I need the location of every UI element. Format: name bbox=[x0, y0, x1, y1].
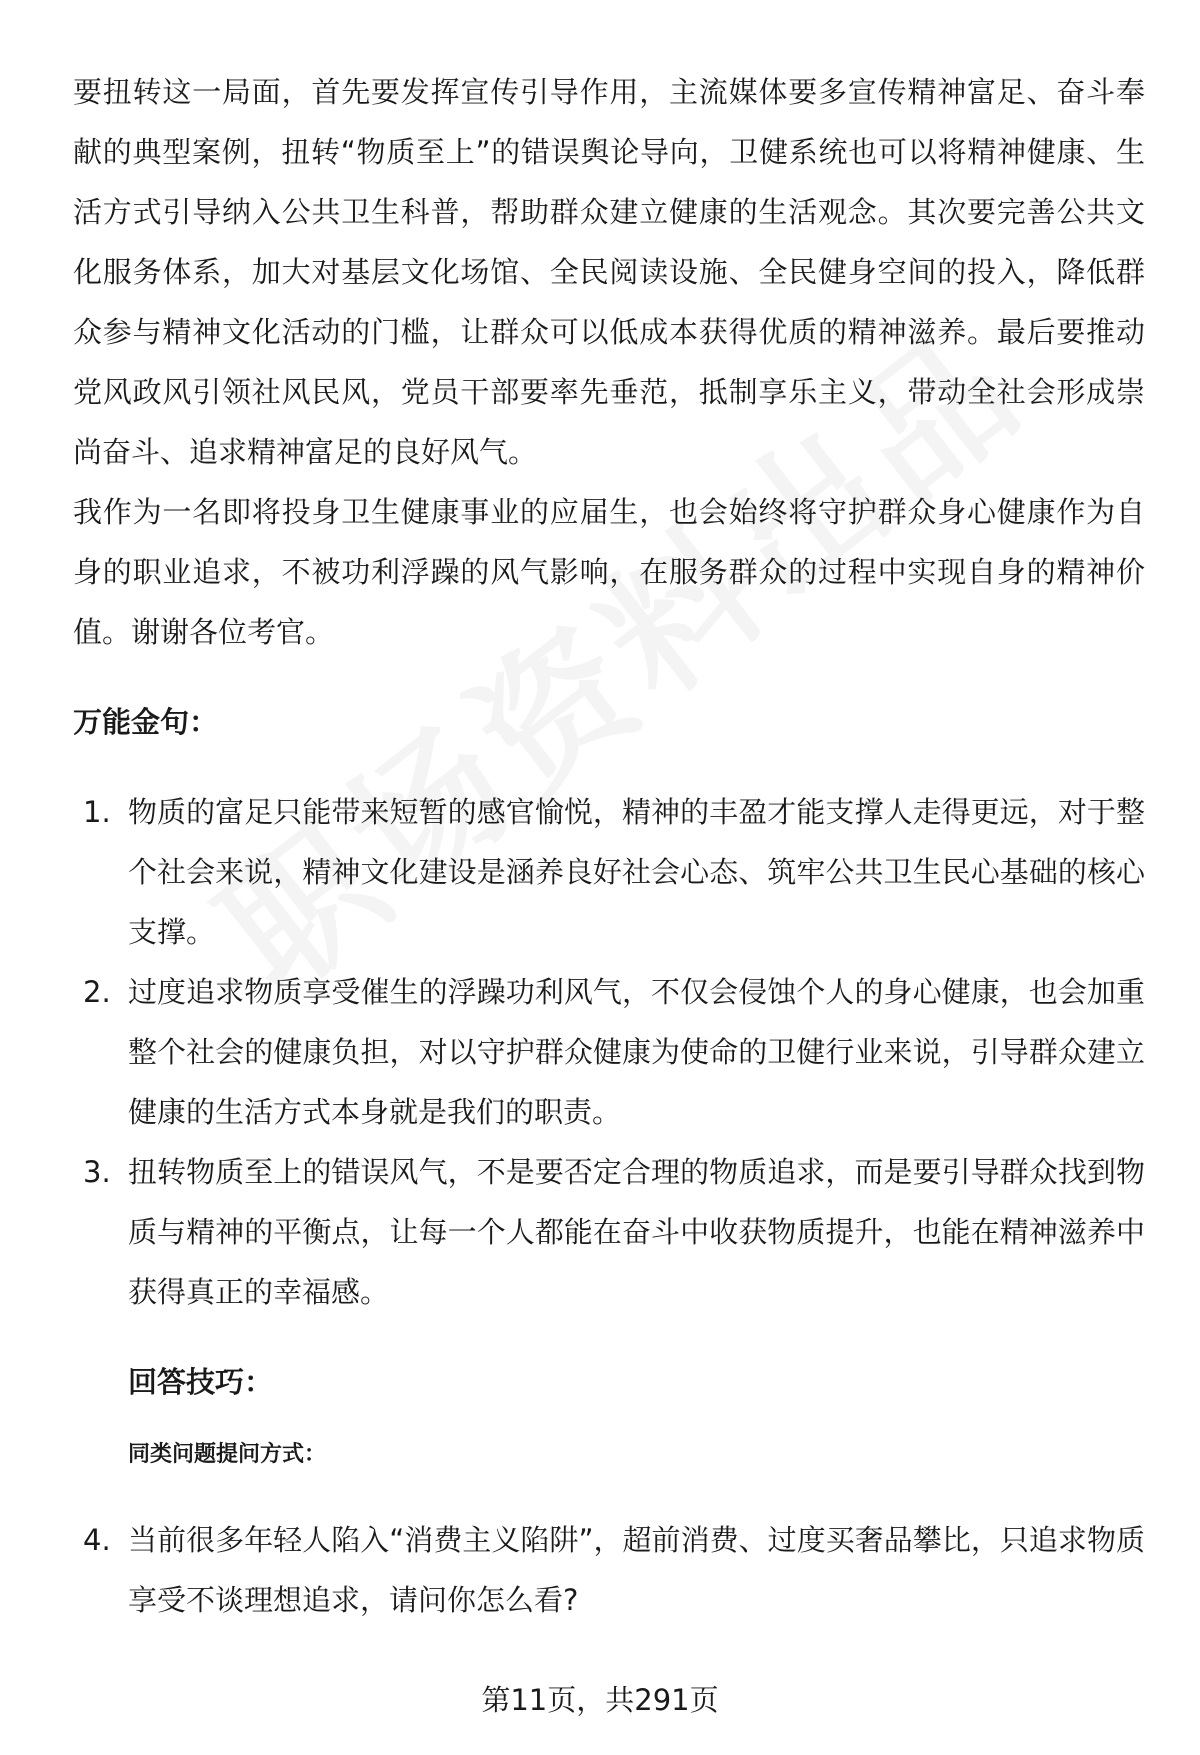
spacer bbox=[73, 1412, 1145, 1430]
list-item bbox=[73, 1510, 1145, 1630]
list-item-text: 当前很多年轻人陷入“消费主义陷阱”，超前消费、过度买奢品攀比，只追求物质享受不谈理想追求，请问你怎么看? bbox=[128, 1523, 1145, 1617]
list-item-text: 过度追求物质享受催生的浮躁功利风气，不仅会侵蚀个人的身心健康，也会加重整个社会的健康负担，对以守护群众健康为使命的卫健行业来说，引导群众建立健康的生活方式本身就是我们的职责。 bbox=[128, 975, 1145, 1129]
list-item bbox=[73, 782, 1145, 962]
list-number: 1. bbox=[83, 795, 111, 829]
list-number: 2. bbox=[83, 975, 111, 1009]
list-number: 4. bbox=[83, 1523, 111, 1557]
list-item bbox=[73, 962, 1145, 1142]
list-number: 3. bbox=[83, 1155, 111, 1189]
body-paragraph: 要扭转这一局面，首先要发挥宣传引导作用，主流媒体要多宣传精神富足、奋斗奉献的典型案例，扭转“物质至上”的错误舆论导向，卫健系统也可以将精神健康、生活方式引导纳入公共卫生科普，帮助群众建立健康的生活观念。其次要完善公共文化服务体系，加大对基层文化场馆、全民阅读设施、全民健身空间的投入，降低群众参与精神文化活动的门槛，让群众可以低成本获得优质的精神滋养。最后要推动党风政风引领社风民风，党员干部要率先垂范，抵制享乐主义，带动全社会形成崇尚奋斗、追求精神富足的良好风气。 bbox=[73, 75, 1145, 469]
question-list bbox=[73, 1510, 1145, 1630]
spacer bbox=[73, 1322, 1145, 1352]
list-item-text: 扭转物质至上的错误风气，不是要否定合理的物质追求，而是要引导群众找到物质与精神的平衡点，让每一个人都能在奋斗中收获物质提升，也能在精神滋养中获得真正的幸福感。 bbox=[128, 1155, 1145, 1309]
golden-sentences-heading: 万能金句： bbox=[73, 705, 219, 739]
similar-questions-heading: 同类问题提问方式： bbox=[128, 1442, 327, 1467]
page-footer: 第11页，共291页 bbox=[481, 1683, 719, 1717]
spacer bbox=[73, 752, 1145, 782]
answer-tips-heading: 回答技巧： bbox=[128, 1365, 274, 1399]
list-item-text: 物质的富足只能带来短暂的感官愉悦，精神的丰盈才能支撑人走得更远，对于整个社会来说，精神文化建设是涵养良好社会心态、筑牢公共卫生民心基础的核心支撑。 bbox=[128, 795, 1145, 949]
golden-sentences-list bbox=[73, 782, 1145, 1322]
list-item bbox=[73, 1142, 1145, 1322]
page-content bbox=[73, 62, 1145, 1630]
spacer bbox=[73, 662, 1145, 692]
spacer bbox=[73, 1480, 1145, 1510]
body-paragraph: 我作为一名即将投身卫生健康事业的应届生，也会始终将守护群众身心健康作为自身的职业追求，不被功利浮躁的风气影响，在服务群众的过程中实现自身的精神价值。谢谢各位考官。 bbox=[73, 495, 1145, 649]
